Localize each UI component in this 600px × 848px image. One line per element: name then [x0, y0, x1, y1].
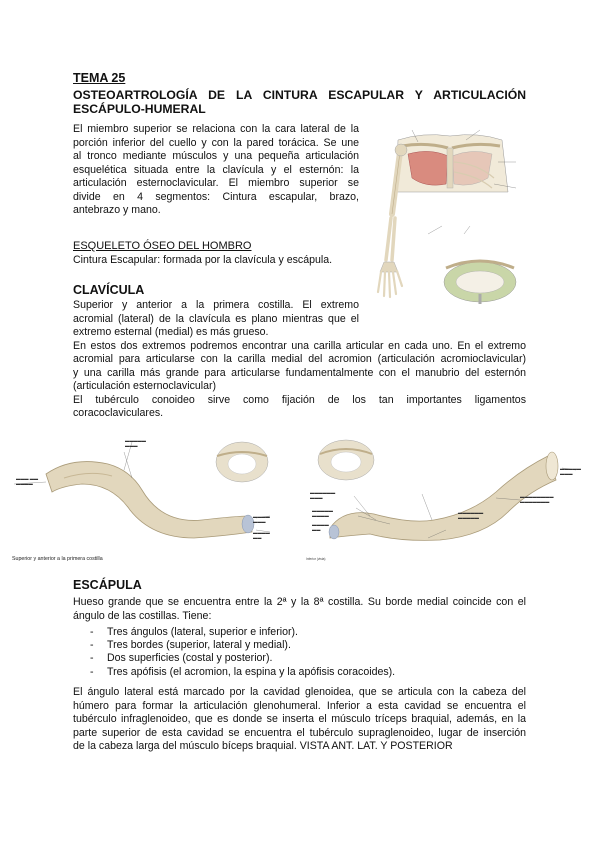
esc-after-line-4: parte superior de esta cavidad se encuentra el tubérculo supraglenoideo, lugar de inserción — [73, 726, 526, 739]
intro-line-7: antebrazo y mano. — [73, 204, 161, 216]
intro-line-4: esquelética situada entre la clavícula y el esternón: la — [73, 163, 359, 176]
esc-after-line-2: húmero para formar la articulación glenohumeral. Inferior a esta cavidad se encuentra el — [73, 699, 526, 712]
clav-line-9: coracoclaviculares. — [73, 407, 164, 419]
clav-line-1: Superior y anterior a la primera costilla. El extremo — [73, 299, 359, 311]
label-stub: ▬▬▬▬ ▬▬ — [312, 522, 329, 532]
escapula-feature-list — [90, 626, 395, 679]
skeleton-subtitle: ESQUELETO ÓSEO DEL HOMBRO — [73, 240, 252, 252]
list-item: - Tres ángulos (lateral, superior e inferior). — [90, 626, 395, 639]
label-stub: ▬▬▬▬▬▬ ▬▬▬▬▬ — [458, 510, 484, 520]
main-heading-line1: OSTEOARTROLOGÍA DE LA CINTURA ESCAPULAR Y ARTICULACIÓN — [73, 88, 526, 102]
topic-title: TEMA 25 — [73, 71, 126, 85]
list-item: - Tres bordes (superior, lateral y medial). — [90, 639, 395, 652]
label-stub: ▬▬▬▬▬▬ ▬▬▬ — [310, 490, 336, 500]
label-stub: ▬▬▬▬▬ ▬▬▬ — [560, 466, 581, 476]
clav-line-3: extremo esternal (medial) es más grueso. — [73, 326, 269, 338]
figure-caption-left: Superior y anterior a la primera costilla — [12, 556, 103, 562]
clavicula-heading: CLAVÍCULA — [73, 283, 145, 297]
figure-caption-right: Inferior (vista) — [306, 557, 326, 561]
list-item: - Dos superficies (costal y posterior). — [90, 652, 395, 665]
clav-line-7: (articulación esternoclavicular) — [73, 380, 217, 392]
clav-line-6: y una carilla más grande para articularse fundamentalmente con el manubrio del esternón — [73, 366, 526, 379]
esc-after-line-1: El ángulo lateral está marcado por la cavidad glenoidea, que se articula con la cabeza del — [73, 686, 526, 698]
esc-line-1: Hueso grande que se encuentra entre la 2ª y la 8ª costilla. Su borde medial coincide con el — [73, 596, 526, 608]
label-stub: ▬▬▬▬▬ ▬▬▬ — [125, 438, 146, 448]
intro-line-6: divide en 4 segmentos: Cintura escapular, brazo, — [73, 190, 359, 203]
clav-line-2: acromial (lateral) de la clavícula es plano mientras que el — [73, 312, 359, 325]
list-item: - Tres apófisis (el acromion, la espina y la apófisis coracoides). — [90, 666, 395, 679]
intro-line-1: El miembro superior se relaciona con la cara lateral de la — [73, 123, 359, 135]
clav-line-8: El tubérculo conoideo sirve como fijación de los tan importantes ligamentos — [73, 393, 526, 406]
skeleton-text: Cintura Escapular: formada por la clavícula y escápula. — [73, 254, 333, 266]
intro-line-3: al tronco mediante músculos y una pequeña articulación — [73, 150, 359, 162]
esc-after-line-5: de la cabeza larga del músculo bíceps braquial. VISTA ANT. LAT. Y POSTERIOR — [73, 740, 453, 752]
upper-limb-anatomy-figure — [368, 122, 532, 320]
label-stub: ▬▬▬▬▬▬▬▬ ▬▬▬▬▬▬▬ — [520, 494, 554, 504]
esc-line-2: ángulo de las costillas. Tiene: — [73, 609, 212, 622]
escapula-heading: ESCÁPULA — [73, 578, 142, 592]
esc-after-line-3: tubérculo infraglenoideo, que es donde se inserta el músculo tríceps braquial, además, en la — [73, 713, 526, 725]
label-stub: ▬▬▬ ▬▬ ▬▬▬▬ — [16, 476, 39, 486]
clav-line-4: En estos dos extremos podremos encontrar una carilla articular en cada uno. En el extremo — [73, 339, 526, 352]
label-stub: ▬▬▬▬▬ ▬▬▬▬ — [312, 508, 333, 518]
clav-line-5: acromial para articularse con la carilla medial del acromion (articulación acromioclavicular) — [73, 353, 526, 365]
intro-line-5: articulación esternoclavicular. El miembro superior se — [73, 177, 359, 189]
label-stub: ▬▬▬▬ ▬▬▬ — [253, 514, 270, 524]
intro-line-2: porción inferior del cuello y con la pared torácica. Se une — [73, 136, 359, 149]
label-stub: ▬▬▬▬ ▬▬ — [253, 530, 270, 540]
main-heading-line2: ESCÁPULO-HUMERAL — [73, 102, 206, 116]
